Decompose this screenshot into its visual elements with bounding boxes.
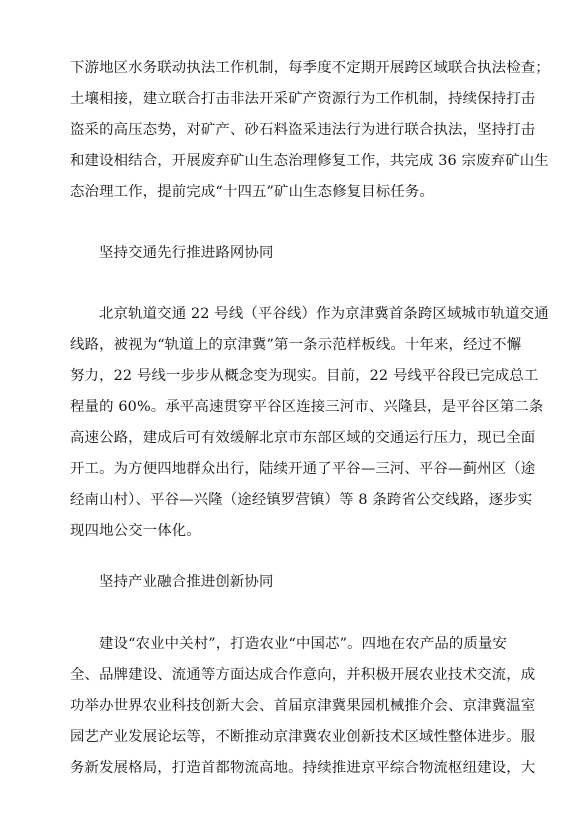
paragraph-1-line-5: 态治理工作，提前完成“十四五”矿山生态修复目标任务。 [70, 184, 434, 200]
paragraph-2-line-4: 程量的 60%。承平高速贯穿平谷区连接三河市、兴隆县，是平谷区第二条 [70, 399, 544, 415]
paragraph-2-line-1: 北京轨道交通 22 号线（平谷线）作为京津冀首条跨区域城市轨道交通 [99, 306, 549, 322]
paragraph-1-line-3: 盗采的高压态势，对矿产、砂石料盗采违法行为进行联合执法，坚持打击 [70, 122, 536, 138]
paragraph-3-line-2: 全、品牌建设、流通等方面达成合作意向，并积极开展农业技术交流，成 [70, 667, 536, 683]
paragraph-3-line-4: 园艺产业发展论坛等，不断推动京津冀农业创新技术区域性整体进步。服 [70, 729, 536, 745]
paragraph-2-line-7: 经南山村）、平谷—兴隆（途经镇罗营镇）等 8 条跨省公交线路，逐步实 [70, 492, 533, 508]
paragraph-1-line-2: 土壤相接，建立联合打击非法开采矿产资源行为工作机制，持续保持打击 [70, 91, 536, 107]
paragraph-2-line-8: 现四地公交一体化。 [70, 523, 201, 539]
paragraph-2-line-2: 线路，被视为“轨道上的京津冀”第一条示范样板线。十年来，经过不懈 [70, 337, 522, 353]
paragraph-3-line-1: 建设“农业中关村”，打造农业“中国芯”。四地在农产品的质量安 [99, 636, 508, 652]
paragraph-3-line-5: 务新发展格局，打造首都物流高地。持续推进京平综合物流枢纽建设，大 [70, 760, 536, 776]
paragraph-2-line-6: 开工。为方便四地群众出行，陆续开通了平谷—三河、平谷—蓟州区（途 [70, 461, 536, 477]
paragraph-2-line-5: 高速公路，建成后可有效缓解北京市东部区域的交通运行压力，现已全面 [70, 430, 536, 446]
paragraph-1-line-1: 下游地区水务联动执法工作机制，每季度不定期开展跨区域联合执法检查； [70, 60, 550, 76]
paragraph-3-line-3: 功举办世界农业科技创新大会、首届京津冀果园机械推介会、京津冀温室 [70, 698, 536, 714]
section-heading-industry: 坚持产业融合推进创新协同 [99, 574, 274, 590]
section-heading-transport: 坚持交通先行推进路网协同 [99, 245, 274, 261]
paragraph-1-line-4: 和建设相结合，开展废弃矿山生态治理修复工作，共完成 36 宗废弃矿山生 [70, 153, 549, 169]
paragraph-2-line-3: 努力，22 号线一步步从概念变为现实。目前，22 号线平谷段已完成总工 [70, 368, 539, 384]
